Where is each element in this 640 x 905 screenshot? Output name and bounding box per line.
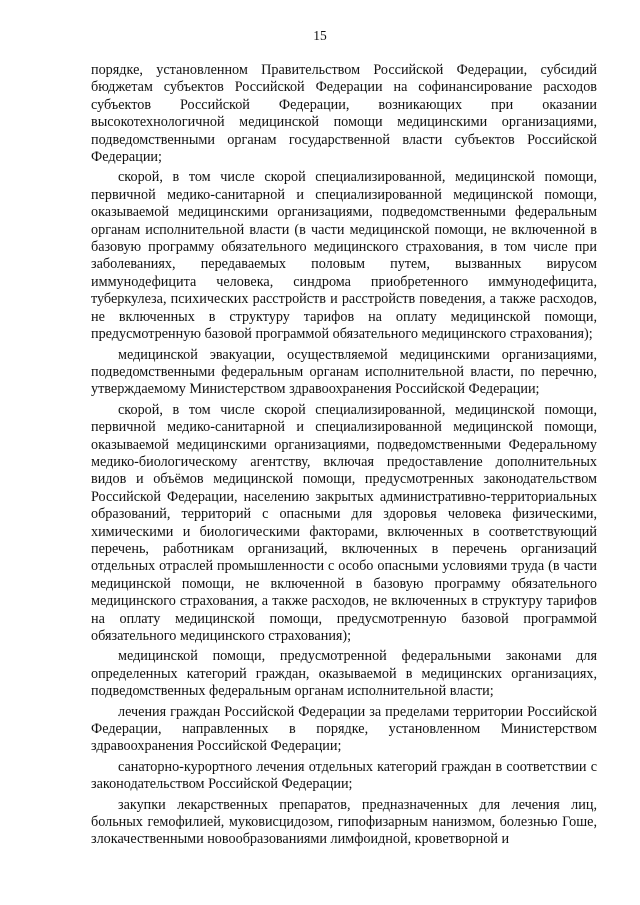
page-number: 15 (313, 28, 327, 43)
paragraph-drug-procurement: закупки лекарственных препаратов, предназначенных для лечения лиц, больных гемофилией, муковисцидозом, гипофизарным нанизмом, болезнью Гоше, злокачественными новообразованиями лимфоидной, кроветворной и (91, 796, 597, 848)
paragraph-federal-laws-care: медицинской помощи, предусмотренной федеральными законами для определенных категорий граждан, оказываемой в медицинских организациях, подведомственных федеральным органам исполнительной власти; (91, 648, 597, 700)
document-body (91, 62, 597, 852)
paragraph-treatment-abroad: лечения граждан Российской Федерации за пределами территории Российской Федерации, направленных в порядке, установленном Министерством здравоохранения Российской Федерации; (91, 703, 597, 755)
paragraph-medical-evacuation: медицинской эвакуации, осуществляемой медицинскими организациями, подведомственными федеральным органам исполнительной власти, по перечню, утверждаемому Министерством здравоохранения Российской Федерации; (91, 346, 597, 398)
paragraph-sanatorium-treatment: санаторно-курортного лечения отдельных категорий граждан в соответствии с законодательством Российской Федерации; (91, 758, 597, 793)
paragraph-emergency-care-federal: скорой, в том числе скорой специализированной, медицинской помощи, первичной медико-санитарной и специализированной медицинской помощи, оказываемой медицинскими организациями, подведомственными федеральным органам исполнительной власти (в части медицинской помощи, не включенной в базовую программу обязательного медицинского страхования, в том числе при заболеваниях, передаваемых половым путем, вызванных вирусом иммунодефицита человека, синдрома приобретенного иммунодефицита, туберкулеза, психических расстройств и расстройств поведения, а также расходов, не включенных в структуру тарифов на оплату медицинской помощи, предусмотренную базовой программой обязательного медицинского страхования); (91, 169, 597, 343)
paragraph-emergency-care-fmba: скорой, в том числе скорой специализированной, медицинской помощи, первичной медико-санитарной и специализированной медицинской помощи, оказываемой медицинскими организациями, подведомственными Федеральному медико-биологическому агентству, включая предоставление дополнительных видов и объёмов медицинской помощи, предусмотренных законодательством Российской Федерации, населению закрытых административно-территориальных образований, территорий с опасными для здоровья человека физическими, химическими и биологическими факторами, включенных в соответствующий перечень, работникам организаций, включенных в перечень организаций отдельных отраслей промышленности с особо опасными условиями труда (в части медицинской помощи, не включенной в базовую программу обязательного медицинского страхования, а также расходов, не включенных в структуру тарифов на оплату медицинской помощи, предусмотренную базовой программой обязательного медицинского страхования); (91, 401, 597, 644)
paragraph-continuation: порядке, установленном Правительством Российской Федерации, субсидий бюджетам субъектов Российской Федерации на софинансирование расходов субъектов Российской Федерации, возникающих при оказании высокотехнологичной медицинской помощи медицинскими организациями, подведомственными органам государственной власти субъектов Российской Федерации; (91, 62, 597, 166)
